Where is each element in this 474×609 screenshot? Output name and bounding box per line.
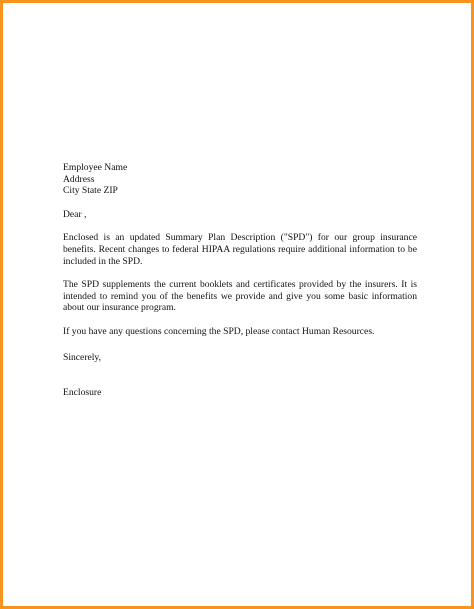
recipient-address: Address: [63, 173, 95, 185]
paragraph-spd-supplements: The SPD supplements the current booklets and certificates provided by the insurers. It is intended to remind you of the benefits we provide and give you some basic information about our insurance program.: [63, 279, 417, 314]
address-block: [63, 162, 417, 197]
enclosure-notation: Enclosure: [63, 387, 102, 399]
recipient-city-state-zip: City State ZIP: [63, 185, 118, 197]
paragraph-enclosed-spd: Enclosed is an updated Summary Plan Description ("SPD") for our group insurance benefits. Recent changes to federal HIPAA regulations require additional information to be included in the SPD.: [63, 232, 417, 267]
salutation: Dear ,: [63, 208, 87, 220]
paragraph-questions: If you have any questions concerning the SPD, please contact Human Resources.: [63, 325, 375, 337]
letter-body: [63, 162, 417, 399]
closing: Sincerely,: [63, 351, 102, 363]
recipient-name: Employee Name: [63, 162, 128, 173]
